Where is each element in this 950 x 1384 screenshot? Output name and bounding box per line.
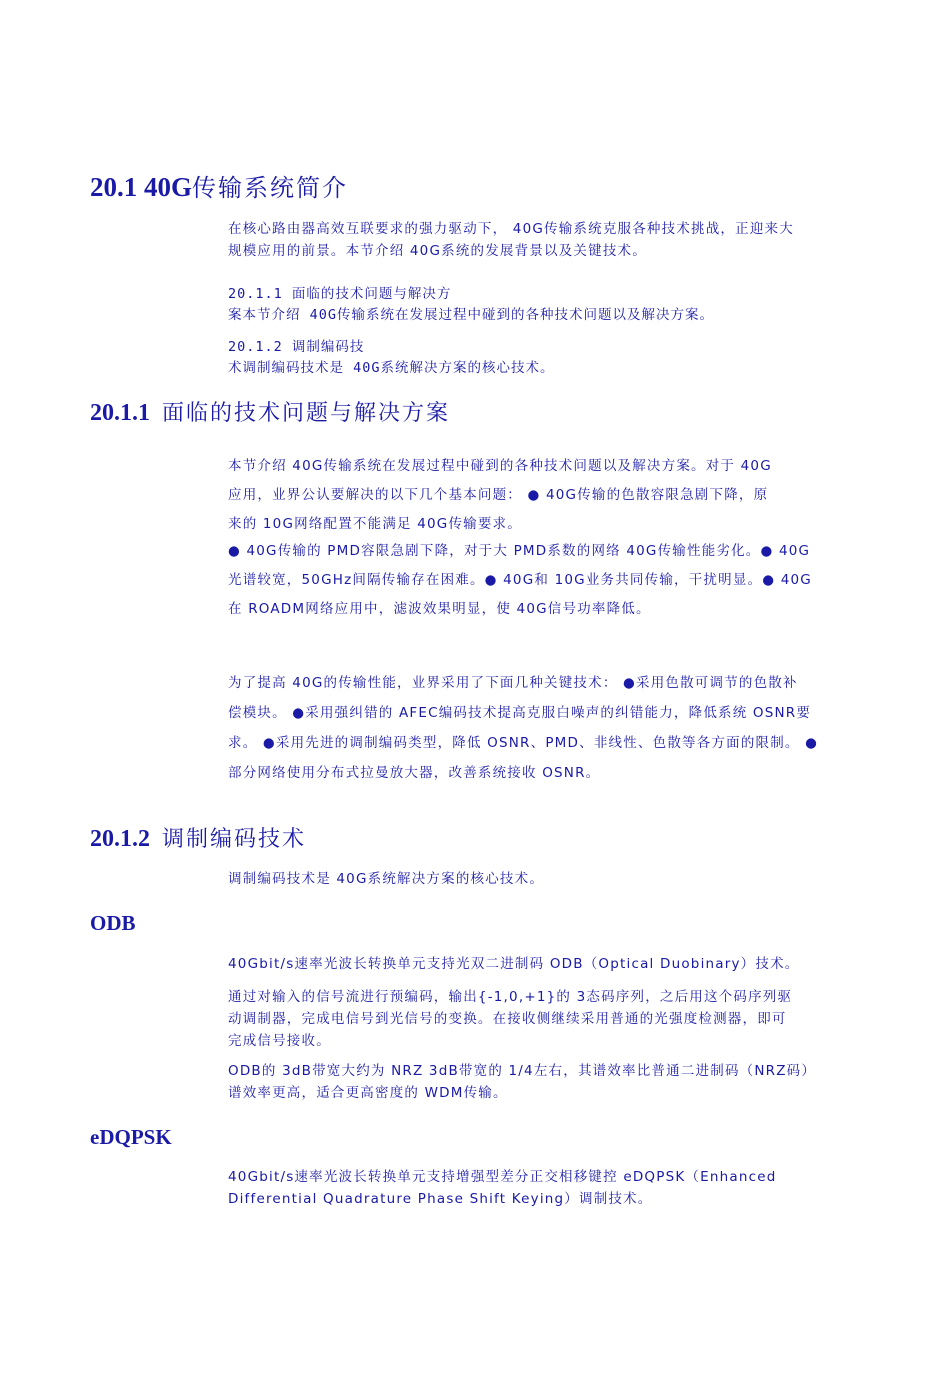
section-20-1-2-intro <box>228 868 868 890</box>
text-line: 在核心路由器高效互联要求的强力驱动下， 40G传输系统克服各种技术挑战，正迎来大 <box>228 221 794 237</box>
section-number: 20.1 40G <box>90 172 193 202</box>
text-line: 40Gbit/s速率光波长转换单元支持光双二进制码 ODB（Optical Duobinary）技术。 <box>228 956 800 972</box>
section-20-1-1-para-2 <box>228 668 868 788</box>
section-20-1-1-heading <box>90 396 450 427</box>
text-line: 调制编码技术是 40G系统解决方案的核心技术。 <box>228 871 545 887</box>
text-line: Differential Quadrature Phase Shift Keying）调制技术。 <box>228 1191 653 1207</box>
toc-entry-line: 20.1.1 面临的技术问题与解决方 <box>228 286 452 302</box>
toc-entry-20-1-2[interactable] <box>228 337 868 379</box>
text-line: 通过对输入的信号流进行预编码，输出{-1,0,+1}的 3态码序列，之后用这个码序列驱 <box>228 989 793 1005</box>
odb-para-3 <box>228 1060 868 1104</box>
text-line: 规模应用的前景。本节介绍 40G系统的发展背景以及关键技术。 <box>228 243 647 259</box>
section-20-1-1-para-1 <box>228 452 868 624</box>
text-line: 在 ROADM网络应用中，滤波效果明显，使 40G信号功率降低。 <box>228 601 651 617</box>
toc-entry-20-1-1[interactable] <box>228 284 868 326</box>
section-title: 调制编码技术 <box>162 827 307 852</box>
text-line: 谱效率更高，适合更高密度的 WDM传输。 <box>228 1085 508 1101</box>
edqpsk-heading: eDQPSK <box>90 1125 172 1149</box>
section-20-1-intro <box>228 218 868 262</box>
text-line: 求。 ●采用先进的调制编码类型，降低 OSNR、PMD、非线性、色散等各方面的限制。 ● <box>228 735 819 751</box>
edqpsk-para-1 <box>228 1166 868 1210</box>
section-number: 20.1.1 <box>90 400 150 426</box>
text-line: 部分网络使用分布式拉曼放大器，改善系统接收 OSNR。 <box>228 765 601 781</box>
toc-entry-line: 20.1.2 调制编码技 <box>228 339 365 355</box>
toc-entry-line: 案本节介绍 40G传输系统在发展过程中碰到的各种技术问题以及解决方案。 <box>228 307 715 323</box>
odb-para-2 <box>228 986 868 1052</box>
text-line: 光谱较宽，50GHz间隔传输存在困难。● 40G和 10G业务共同传输，干扰明显。● 40G <box>228 572 812 588</box>
text-line: 应用，业界公认要解决的以下几个基本问题： ● 40G传输的色散容限急剧下降，原 <box>228 487 769 503</box>
odb-para-1 <box>228 953 868 975</box>
odb-heading: ODB <box>90 911 136 935</box>
section-title: 面临的技术问题与解决方案 <box>162 401 451 426</box>
toc-entry-line: 术调制编码技术是 40G系统解决方案的核心技术。 <box>228 360 555 376</box>
text-line: 本节介绍 40G传输系统在发展过程中碰到的各种技术问题以及解决方案。对于 40G <box>228 458 772 474</box>
text-line: 为了提高 40G的传输性能，业界采用了下面几种关键技术： ●采用色散可调节的色散补 <box>228 675 798 691</box>
text-line: 动调制器，完成电信号到光信号的变换。在接收侧继续采用普通的光强度检测器，即可 <box>228 1011 787 1027</box>
text-line: ● 40G传输的 PMD容限急剧下降，对于大 PMD系数的网络 40G传输性能劣化。● 40G <box>228 543 811 559</box>
section-20-1-2-heading <box>90 822 306 853</box>
text-line: 完成信号接收。 <box>228 1033 331 1049</box>
text-line: ODB的 3dB带宽大约为 NRZ 3dB带宽的 1/4左右，其谱效率比普通二进制码（NRZ码） <box>228 1063 817 1079</box>
section-20-1-heading <box>90 168 348 203</box>
text-line: 来的 10G网络配置不能满足 40G传输要求。 <box>228 516 522 532</box>
text-line: 偿模块。 ●采用强纠错的 AFEC编码技术提高克服白噪声的纠错能力，降低系统 OSNR要 <box>228 705 812 721</box>
section-number: 20.1.2 <box>90 826 150 852</box>
text-line: 40Gbit/s速率光波长转换单元支持增强型差分正交相移键控 eDQPSK（Enhanced <box>228 1169 777 1185</box>
section-title: 传输系统简介 <box>192 174 349 202</box>
